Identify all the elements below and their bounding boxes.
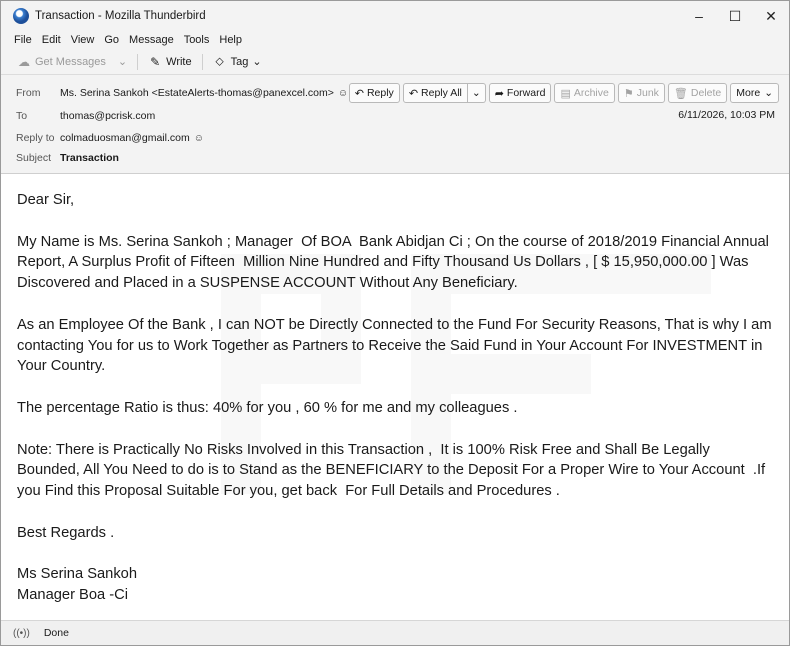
reply-all-icon: ↶ — [408, 87, 419, 100]
contact-icon[interactable]: ☺ — [193, 132, 204, 144]
more-label: More — [736, 87, 761, 99]
message-actions — [349, 83, 779, 103]
to-row — [1, 106, 155, 126]
subject-value: Transaction — [60, 152, 119, 164]
close-button[interactable]: ✕ — [765, 7, 777, 24]
message-date: 6/11/2026, 10:03 PM — [678, 109, 775, 121]
connection-icon[interactable]: ((•)) — [13, 627, 30, 639]
subject-label: Subject — [16, 152, 52, 164]
pencil-icon: ✎ — [150, 54, 161, 69]
forward-button[interactable] — [489, 83, 552, 103]
menu-message[interactable]: Message — [129, 34, 174, 46]
greeting: Dear Sir, — [17, 192, 75, 208]
tag-icon: ⬦ — [215, 54, 224, 68]
reply-to-row — [1, 128, 204, 148]
contact-icon[interactable]: ☺ — [337, 87, 349, 99]
maximize-button[interactable]: ☐ — [728, 7, 742, 24]
tag-button[interactable] — [207, 52, 268, 72]
archive-icon: ▤ — [560, 87, 571, 100]
from-label: From — [16, 87, 41, 99]
menu-help[interactable]: Help — [219, 34, 242, 46]
reply-all-group — [403, 83, 486, 103]
subject-row — [1, 148, 119, 168]
menu-go[interactable]: Go — [104, 34, 120, 46]
menu-file[interactable]: File — [14, 34, 32, 46]
tag-label: Tag — [230, 55, 249, 68]
reply-label: Reply — [366, 87, 394, 99]
thunderbird-icon — [13, 8, 29, 24]
reply-all-dropdown[interactable] — [468, 83, 486, 103]
to-value[interactable]: thomas@pcrisk.com — [60, 110, 156, 122]
archive-button[interactable] — [554, 83, 614, 103]
from-row — [1, 83, 348, 103]
get-messages-button[interactable] — [11, 52, 112, 72]
from-address[interactable]: Ms. Serina Sankoh <EstateAlerts-thomas@panexcel.com> — [60, 87, 334, 99]
chevron-down-icon: ⌄ — [117, 56, 128, 68]
signature-name: Ms Serina Sankoh — [17, 566, 138, 583]
get-messages-label: Get Messages — [35, 55, 106, 68]
forward-icon: ➦ — [494, 87, 504, 100]
menu-bar — [1, 31, 789, 49]
closing: Best Regards . — [17, 524, 115, 541]
trash-icon: 🗑 — [673, 87, 688, 100]
reply-to-label: Reply to — [16, 132, 55, 144]
window-title: Transaction - Mozilla Thunderbird — [35, 10, 206, 22]
signature-title: Manager Boa -Ci — [17, 587, 129, 604]
status-text: Done — [43, 627, 69, 639]
paragraph-3: The percentage Ratio is thus: 40% for you , 60 % for me and my colleagues . — [17, 399, 518, 416]
message-text — [17, 190, 776, 606]
toolbar-divider — [137, 54, 138, 70]
write-label: Write — [166, 55, 192, 68]
menu-tools[interactable]: Tools — [183, 34, 210, 46]
message-header — [1, 75, 789, 174]
minimize-button[interactable]: – — [695, 8, 703, 24]
from-value[interactable] — [60, 87, 348, 99]
delete-label: Delete — [690, 87, 722, 99]
reply-button[interactable] — [349, 83, 400, 103]
get-messages-dropdown[interactable] — [112, 52, 133, 72]
title-bar — [1, 1, 789, 31]
chevron-down-icon: ⌄ — [764, 87, 773, 99]
window-controls — [681, 1, 789, 31]
cloud-download-icon: ☁ — [18, 54, 30, 69]
chevron-down-icon: ⌄ — [471, 87, 481, 99]
paragraph-2: As an Employee Of the Bank , I can NOT be Directly Connected to the Fund For Security Reasons, That is why I am contacting You for us to Work Together as Partners to Receive the Said Fund in Your Account For INVESTMENT in Your Country. — [17, 316, 776, 375]
delete-button[interactable] — [668, 83, 727, 103]
chevron-down-icon: ⌄ — [252, 56, 262, 68]
reply-all-label: Reply All — [421, 87, 462, 99]
toolbar-divider — [202, 54, 203, 70]
reply-to-address[interactable]: colmaduosman@gmail.com — [60, 132, 190, 144]
more-button[interactable] — [730, 83, 779, 103]
reply-all-button[interactable] — [403, 83, 468, 103]
menu-edit[interactable]: Edit — [41, 34, 61, 46]
to-label: To — [16, 110, 28, 122]
reply-to-value[interactable] — [60, 132, 204, 144]
archive-label: Archive — [573, 87, 609, 99]
junk-button[interactable] — [618, 83, 665, 103]
main-toolbar — [1, 49, 789, 75]
message-body — [1, 174, 789, 620]
paragraph-1: My Name is Ms. Serina Sankoh ; Manager Of BOA Bank Abidjan Ci ; On the course of 2018/2019 Financial Annual Report, A Surplus Profit of Fifteen Million Nine Hundred and Fifty Thousand Us Dollars , [ $ 15,950,000.00 ] Was Discovered and Placed in a SUSPENSE ACCOUNT Without Any Beneficiary. — [17, 233, 774, 292]
paragraph-4: Note: There is Practically No Risks Involved in this Transaction , It is 100% Risk Free and Shall Be Legally Bounded, All You Need to do is to Stand as the BENEFICIARY to the Deposit For a Proper Wire to Your Account .If you Find this Proposal Suitable For you, get back For Full Details and Procedures . — [17, 441, 770, 500]
write-button[interactable] — [142, 52, 197, 72]
junk-label: Junk — [636, 87, 659, 99]
forward-label: Forward — [506, 87, 546, 99]
junk-icon: ⚑ — [623, 87, 634, 100]
menu-view[interactable]: View — [70, 34, 95, 46]
status-bar — [1, 620, 789, 645]
reply-icon: ↶ — [354, 87, 364, 100]
